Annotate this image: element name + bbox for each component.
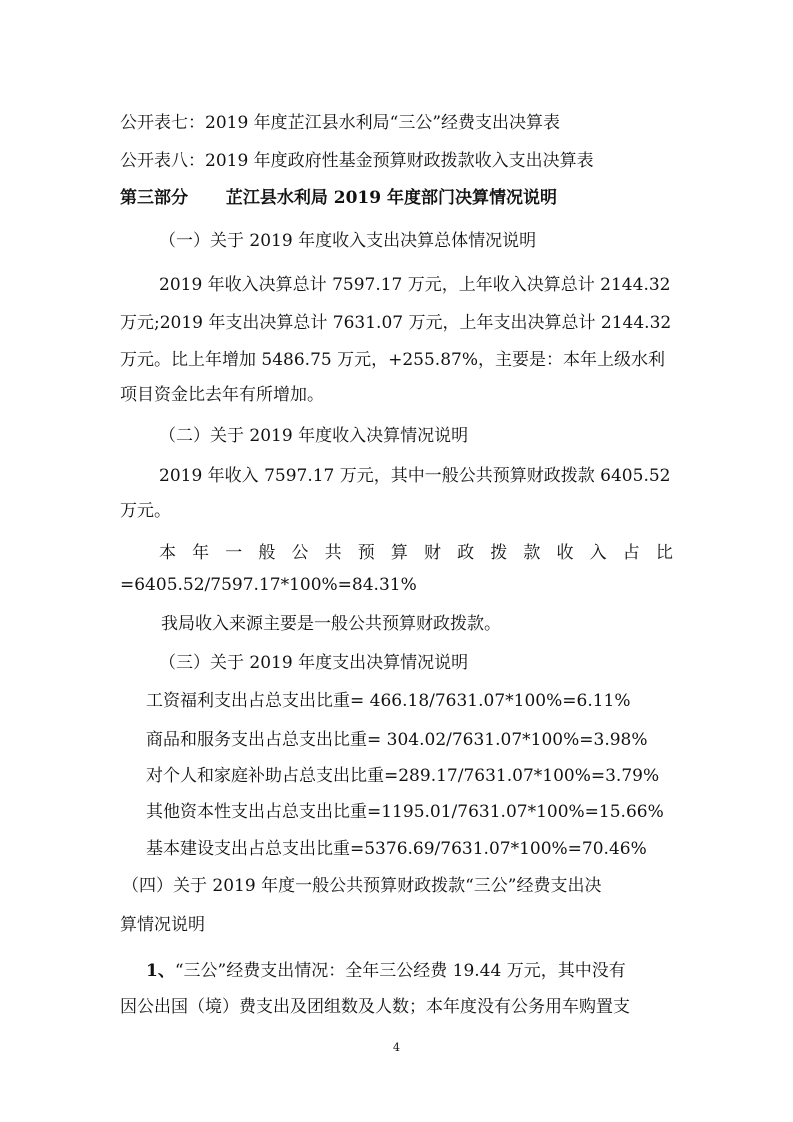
paragraph-line: 2019 年收入决算总计 7597.17 万元，上年收入决算总计 2144.32 xyxy=(159,275,671,295)
ratio-line: 商品和服务支出占总支出比重= 304.02/7631.07*100%=3.98% xyxy=(146,730,648,750)
section-heading-2: （二）关于 2019 年度收入决算情况说明 xyxy=(159,426,469,446)
char: 政 xyxy=(457,543,475,563)
item-number: 1、 xyxy=(146,961,175,981)
spread-line xyxy=(159,542,673,564)
part-label: 第三部分 xyxy=(120,188,188,208)
paragraph-line: 万元。 xyxy=(120,501,171,521)
char: 收 xyxy=(556,543,574,563)
item-text: “三公”经费支出情况：全年三公经费 19.44 万元，其中没有 xyxy=(174,961,626,981)
char: 年 xyxy=(192,543,210,563)
ratio-line: 基本建设支出占总支出比重=5376.69/7631.07*100%=70.46% xyxy=(146,839,647,859)
ratio-line: 对个人和家庭补助占总支出比重=289.17/7631.07*100%=3.79% xyxy=(146,766,660,786)
formula-line: =6405.52/7597.17*100%=84.31% xyxy=(120,575,417,595)
paragraph-line: 万元。比上年增加 5486.75 万元，+255.87%，主要是：本年上级水利 xyxy=(120,350,665,370)
paragraph-line: 2019 年收入 7597.17 万元，其中一般公共预算财政拨款 6405.52 xyxy=(159,466,671,486)
char: 共 xyxy=(324,543,342,563)
char: 财 xyxy=(424,543,441,563)
char: 预 xyxy=(357,543,375,563)
part-title: 芷江县水利局 2019 年度部门决算情况说明 xyxy=(225,188,557,208)
char: 拨 xyxy=(490,543,508,563)
paragraph-line: 项目资金比去年有所增加。 xyxy=(120,385,324,405)
char: 占 xyxy=(622,543,640,563)
section-heading-4: （四）关于 2019 年度一般公共预算财政拨款“三公”经费支出决 xyxy=(122,876,602,896)
paragraph-line xyxy=(146,960,626,982)
char: 款 xyxy=(523,543,541,563)
ratio-line: 其他资本性支出占总支出比重=1195.01/7631.07*100%=15.66% xyxy=(146,802,664,822)
char: 一 xyxy=(225,543,243,563)
ratio-line: 工资福利支出占总支出比重= 466.18/7631.07*100%=6.11% xyxy=(146,691,631,711)
section-heading-1: （一）关于 2019 年度收入支出决算总体情况说明 xyxy=(159,231,537,251)
paragraph-line: 万元;2019 年支出决算总计 7631.07 万元，上年支出决算总计 2144.32 xyxy=(120,313,672,333)
section-heading-3: （三）关于 2019 年度支出决算情况说明 xyxy=(159,653,469,673)
paragraph-line: 我局收入来源主要是一般公共预算财政拨款。 xyxy=(161,614,501,634)
paragraph-line: 因公出国（境）费支出及团组数及人数；本年度没有公务用车购置支 xyxy=(120,997,630,1017)
paragraph-line: 算情况说明 xyxy=(120,915,205,935)
char: 算 xyxy=(390,543,408,563)
char: 本 xyxy=(159,543,176,563)
char: 入 xyxy=(589,543,607,563)
part-three-heading xyxy=(120,187,557,209)
char: 般 xyxy=(258,543,276,563)
list-item-table-7: 公开表七：2019 年度芷江县水利局“三公”经费支出决算表 xyxy=(120,113,561,133)
char: 公 xyxy=(291,543,309,563)
char: 比 xyxy=(655,543,673,563)
list-item-table-8: 公开表八：2019 年度政府性基金预算财政拨款收入支出决算表 xyxy=(120,151,594,171)
page-number: 4 xyxy=(393,1041,400,1054)
